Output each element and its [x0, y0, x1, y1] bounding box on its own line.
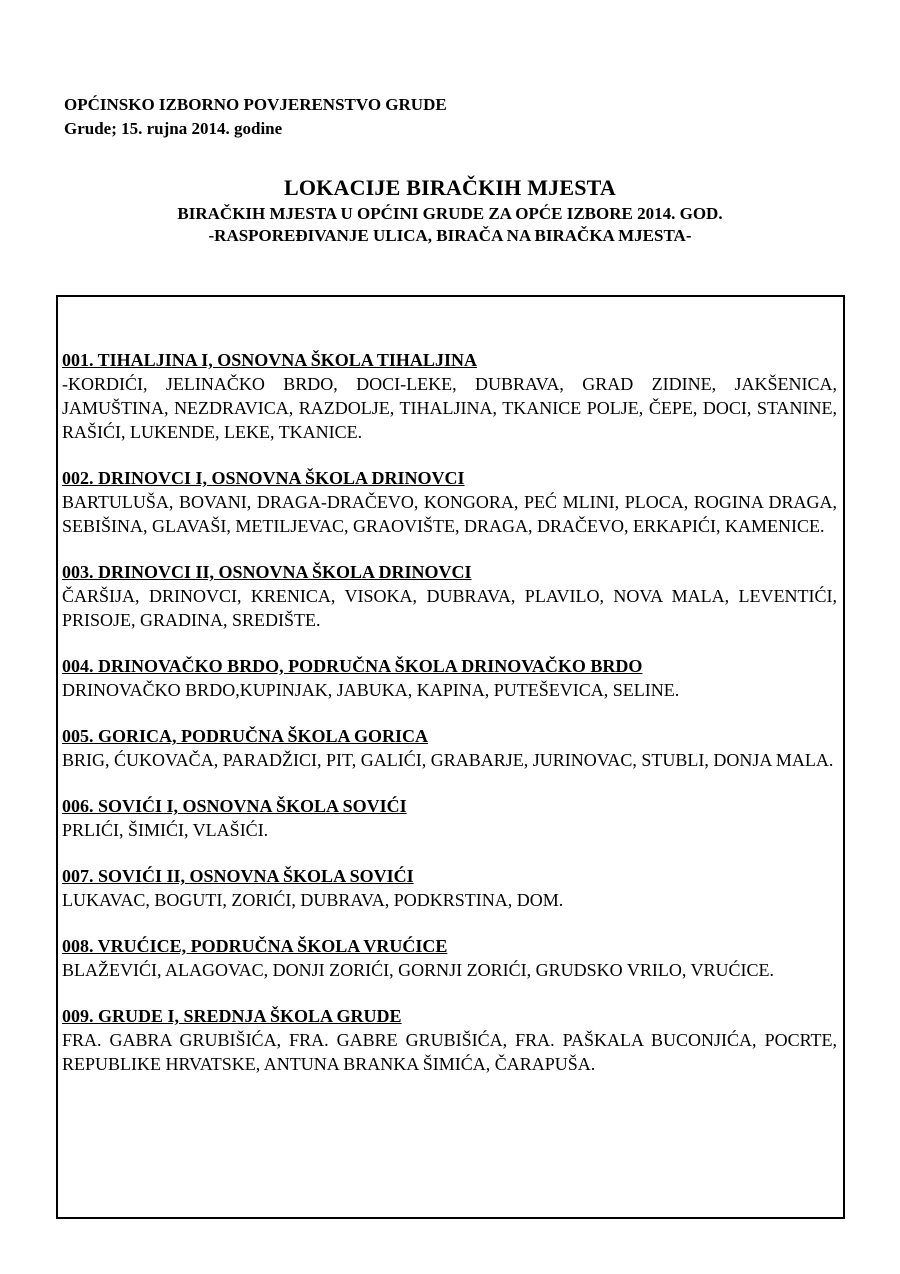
location-streets: BLAŽEVIĆI, ALAGOVAC, DONJI ZORIĆI, GORNJI ZORIĆI, GRUDSKO VRILO, VRUĆICE. [62, 960, 775, 980]
location-title: 003. DRINOVCI II, OSNOVNA ŠKOLA DRINOVCI [62, 562, 472, 582]
location-streets: BRIG, ĆUKOVAČA, PARADŽICI, PIT, GALIĆI, GRABARJE, JURINOVAC, STUBLI, DONJA MALA. [62, 750, 834, 770]
document-subtitle: BIRAČKIH MJESTA U OPĆINI GRUDE ZA OPĆE IZBORE 2014. GOD. [177, 204, 723, 223]
location-title: 001. TIHALJINA I, OSNOVNA ŠKOLA TIHALJINA [62, 350, 477, 370]
location-title: 002. DRINOVCI I, OSNOVNA ŠKOLA DRINOVCI [62, 468, 465, 488]
location-entry [62, 724, 837, 772]
document-title: LOKACIJE BIRAČKIH MJESTA [284, 175, 616, 200]
location-streets: BARTULUŠA, BOVANI, DRAGA-DRAČEVO, KONGORA, PEĆ MLINI, PLOCA, ROGINA DRAGA, SEBIŠINA, GLAVAŠI, METILJEVAC, GRAOVIŠTE, DRAGA, DRAČEVO, ERKAPIĆI, KAMENICE. [62, 492, 837, 536]
document-header [64, 93, 447, 141]
location-entry [62, 934, 837, 982]
location-entry [62, 864, 837, 912]
locations-list [62, 348, 837, 1098]
document-titles [0, 173, 900, 247]
location-entry [62, 466, 837, 538]
location-title: 006. SOVIĆI I, OSNOVNA ŠKOLA SOVIĆI [62, 796, 407, 816]
location-entry [62, 654, 837, 702]
location-entry [62, 1004, 837, 1076]
location-streets: -KORDIĆI, JELINAČKO BRDO, DOCI-LEKE, DUBRAVA, GRAD ZIDINE, JAKŠENICA, JAMUŠTINA, NEZDRAVICA, RAZDOLJE, TIHALJINA, TKANICE POLJE, ČEPE, DOCI, STANINE, RAŠIĆI, LUKENDE, LEKE, TKANICE. [62, 374, 837, 442]
location-streets: DRINOVAČKO BRDO,KUPINJAK, JABUKA, KAPINA, PUTEŠEVICA, SELINE. [62, 680, 680, 700]
location-title: 008. VRUĆICE, PODRUČNA ŠKOLA VRUĆICE [62, 936, 448, 956]
location-streets: PRLIĆI, ŠIMIĆI, VLAŠIĆI. [62, 820, 269, 840]
location-streets: ČARŠIJA, DRINOVCI, KRENICA, VISOKA, DUBRAVA, PLAVILO, NOVA MALA, LEVENTIĆI, PRISOJE, GRADINA, SREDIŠTE. [62, 586, 837, 630]
location-title: 009. GRUDE I, SREDNJA ŠKOLA GRUDE [62, 1006, 402, 1026]
document-subtitle-2: -RASPOREĐIVANJE ULICA, BIRAČA NA BIRAČKA MJESTA- [208, 226, 692, 245]
location-streets: FRA. GABRA GRUBIŠIĆA, FRA. GABRE GRUBIŠIĆA, FRA. PAŠKALA BUCONJIĆA, POCRTE, REPUBLIKE HRVATSKE, ANTUNA BRANKA ŠIMIĆA, ČARAPUŠA. [62, 1030, 837, 1074]
location-entry [62, 560, 837, 632]
location-streets: LUKAVAC, BOGUTI, ZORIĆI, DUBRAVA, PODKRSTINA, DOM. [62, 890, 564, 910]
location-title: 005. GORICA, PODRUČNA ŠKOLA GORICA [62, 726, 429, 746]
issue-date: Grude; 15. rujna 2014. godine [64, 119, 283, 138]
location-title: 004. DRINOVAČKO BRDO, PODRUČNA ŠKOLA DRINOVAČKO BRDO [62, 656, 643, 676]
location-entry [62, 794, 837, 842]
issuer-name: OPĆINSKO IZBORNO POVJERENSTVO GRUDE [64, 95, 447, 114]
location-title: 007. SOVIĆI II, OSNOVNA ŠKOLA SOVIĆI [62, 866, 414, 886]
location-entry [62, 348, 837, 444]
